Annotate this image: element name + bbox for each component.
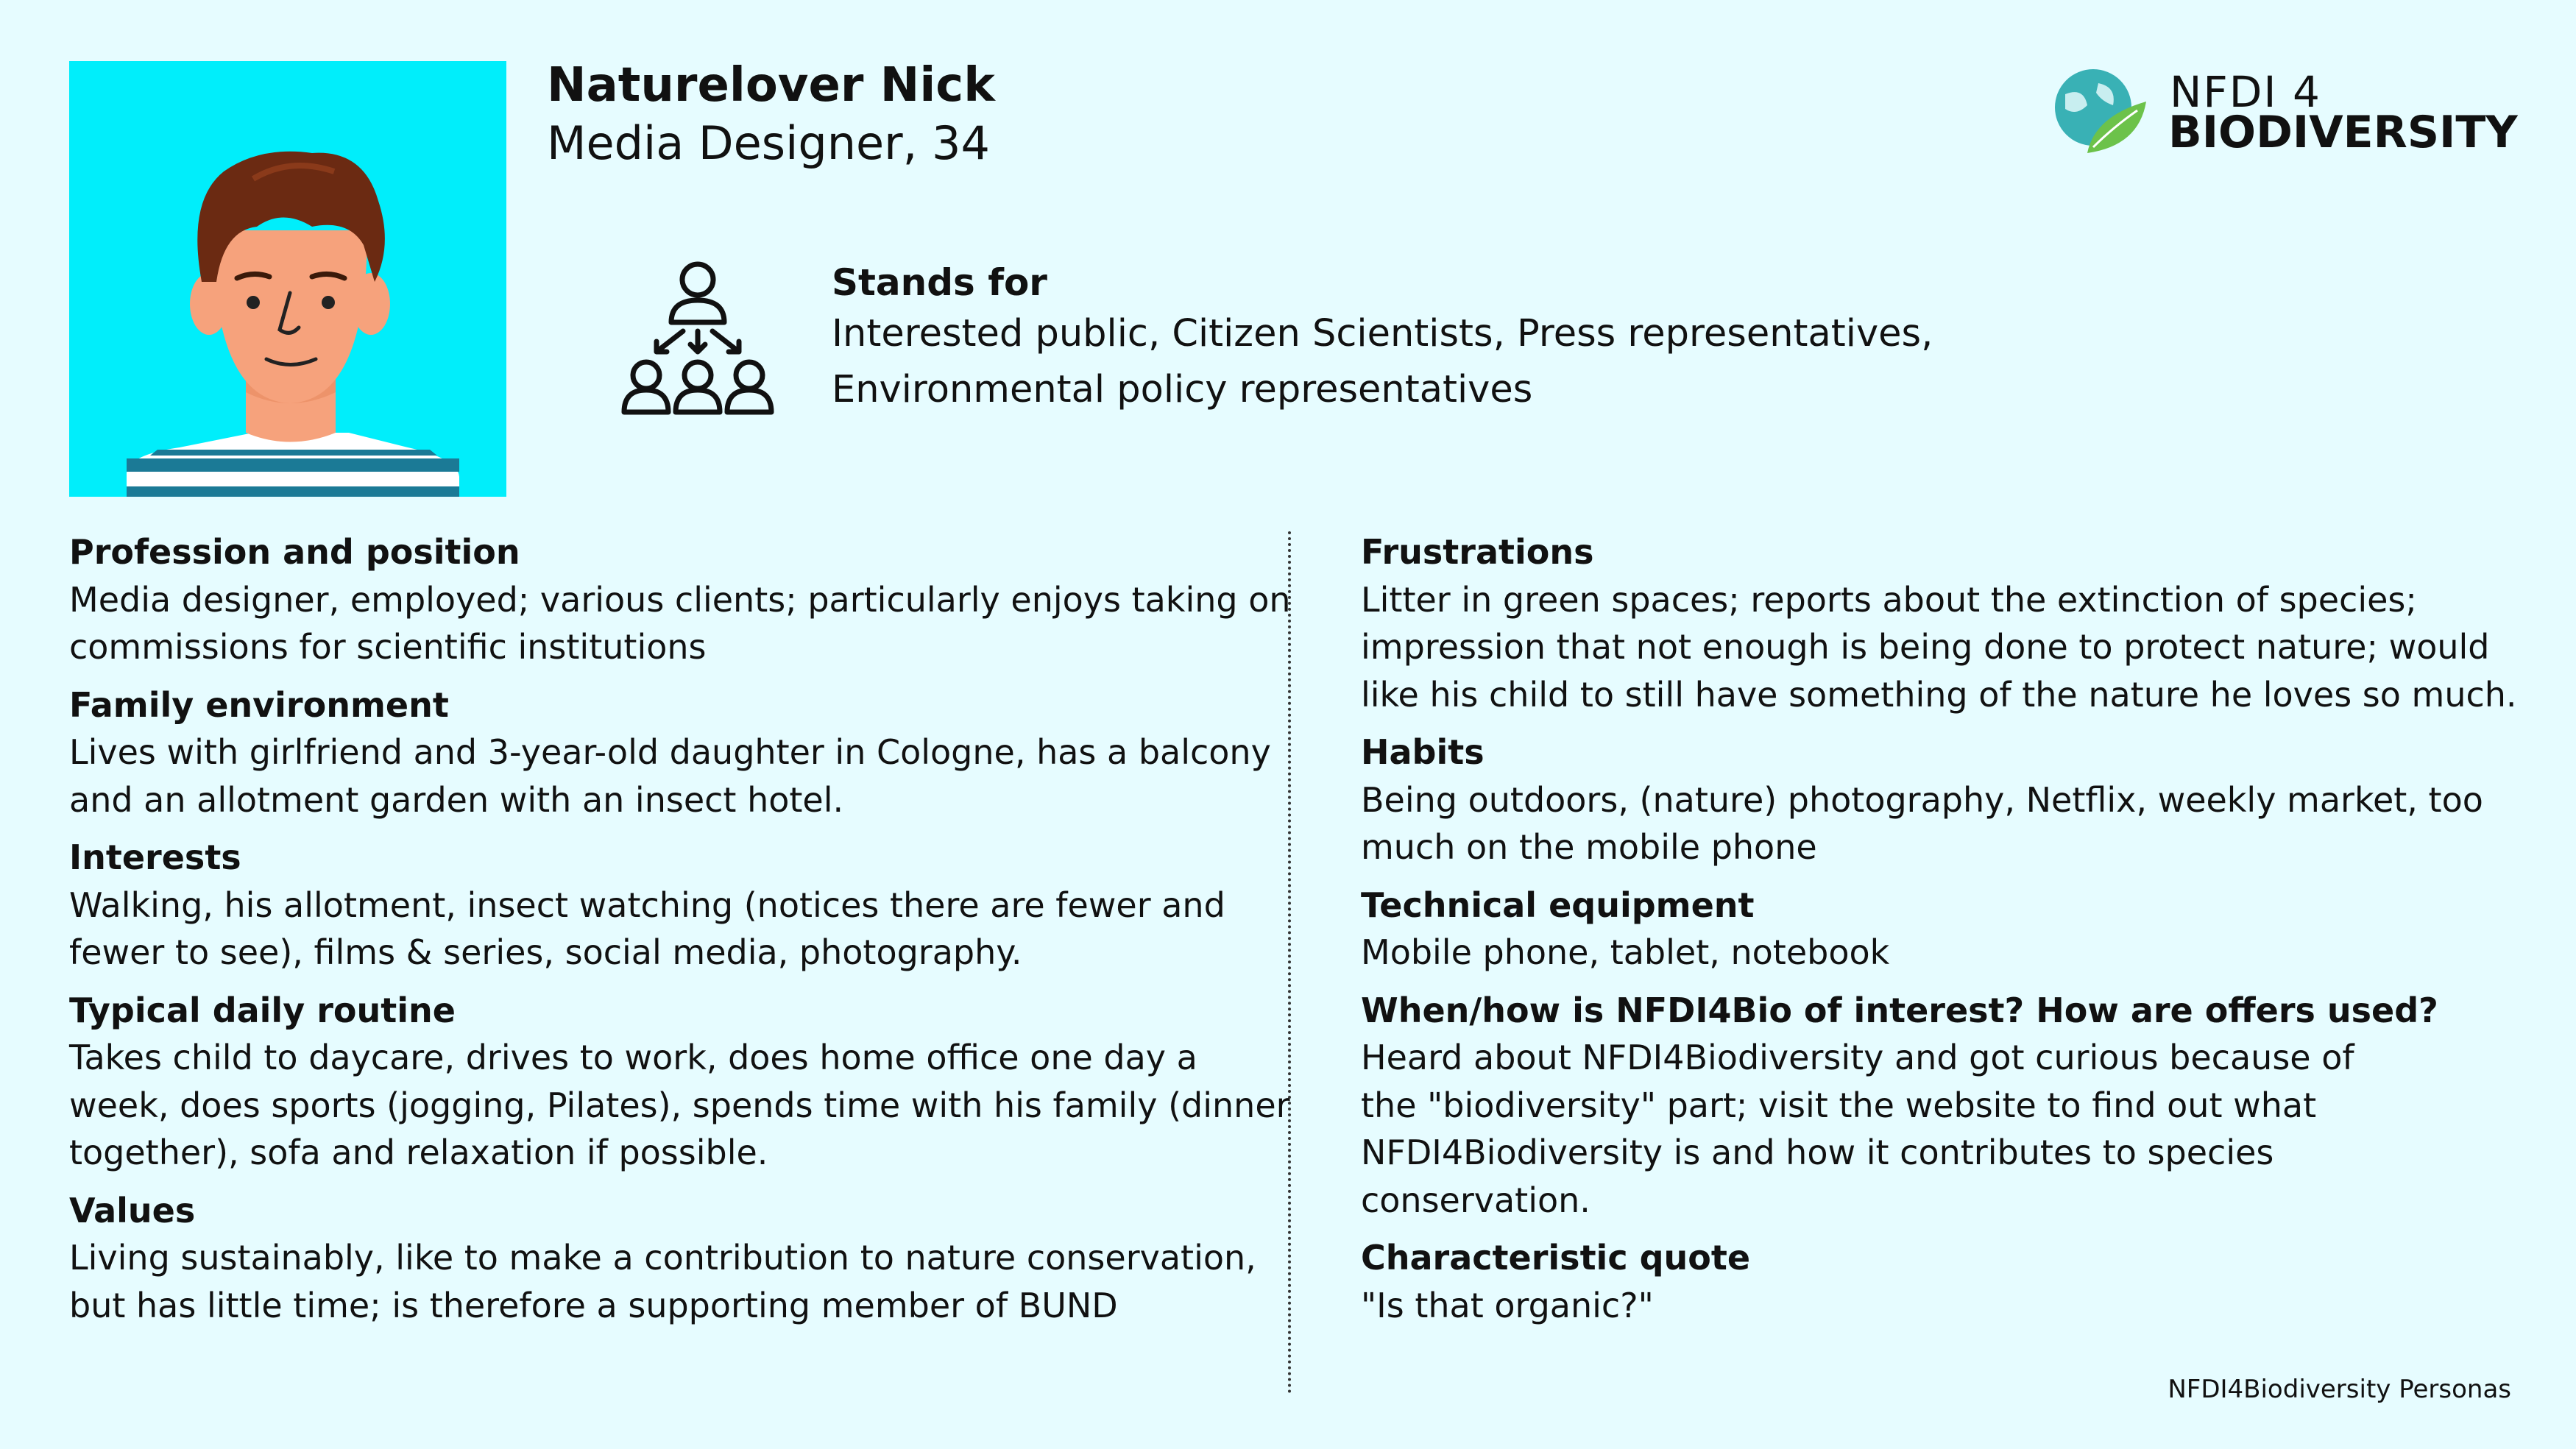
section-text: Media designer, employed; various clients; particularly enjoys taking on commissions for scientific institutions bbox=[69, 579, 1291, 667]
footer-label: NFDI4Biodiversity Personas bbox=[2168, 1375, 2511, 1404]
section-text: Litter in green spaces; reports about the extinction of species; impression that not enough is being done to protect nature; would like his child to still have something of the nature he loves so much. bbox=[1361, 579, 2517, 715]
section-family bbox=[69, 681, 1306, 824]
section-interests bbox=[69, 834, 1306, 977]
section-habits bbox=[1361, 729, 2538, 871]
section-frustrations bbox=[1361, 528, 2538, 718]
nfdi4biodiversity-logo bbox=[2043, 65, 2566, 160]
stands-for-text: Interested public, Citizen Scientists, Press representatives, Environmental policy representatives bbox=[832, 312, 1933, 411]
persona-avatar bbox=[69, 61, 506, 497]
section-title: Characteristic quote bbox=[1361, 1238, 1751, 1278]
stands-for-title: Stands for bbox=[832, 261, 1047, 304]
globe-leaf-icon bbox=[2043, 65, 2154, 160]
section-title: When/how is NFDI4Bio of interest? How are offers used? bbox=[1361, 990, 2438, 1030]
group-hierarchy-icon bbox=[618, 258, 780, 416]
avatar-illustration bbox=[69, 61, 506, 497]
section-title: Frustrations bbox=[1361, 532, 1594, 572]
section-text: Heard about NFDI4Biodiversity and got curious because of the "biodiversity" part; visit the website to find out what NFDI4Biodiversity is and how it contributes to species conservation. bbox=[1361, 1038, 2354, 1220]
section-text: Walking, his allotment, insect watching (notices there are fewer and fewer to see), films & series, social media, photography. bbox=[69, 885, 1225, 972]
section-text: Lives with girlfriend and 3-year-old daughter in Cologne, has a balcony and an allotment garden with an insect hotel. bbox=[69, 732, 1271, 820]
section-profession bbox=[69, 528, 1306, 671]
section-daily-routine bbox=[69, 987, 1306, 1177]
section-title: Family environment bbox=[69, 684, 449, 725]
section-text: Mobile phone, tablet, notebook bbox=[1361, 932, 1890, 972]
section-text: Being outdoors, (nature) photography, Netflix, weekly market, too much on the mobile phone bbox=[1361, 779, 2483, 867]
section-text: Takes child to daycare, drives to work, does home office one day a week, does sports (jogging, Pilates), spends time with his family (dinner together), sofa and relaxation if possible. bbox=[69, 1038, 1290, 1172]
section-title: Typical daily routine bbox=[69, 990, 456, 1030]
section-title: Profession and position bbox=[69, 532, 520, 572]
section-values bbox=[69, 1187, 1306, 1330]
left-column bbox=[69, 528, 1306, 1339]
section-text: "Is that organic?" bbox=[1361, 1285, 1654, 1325]
section-technical-equipment bbox=[1361, 882, 2538, 977]
column-divider bbox=[1288, 531, 1291, 1394]
section-text: Living sustainably, like to make a contribution to nature conservation, but has little time; is therefore a supporting member of BUND bbox=[69, 1238, 1256, 1325]
section-title: Technical equipment bbox=[1361, 885, 1755, 925]
section-nfdi4bio-interest bbox=[1361, 987, 2538, 1225]
section-quote bbox=[1361, 1234, 2538, 1329]
logo-line1: NFDI 4 bbox=[2170, 67, 2321, 117]
section-title: Interests bbox=[69, 837, 241, 877]
persona-name: Naturelover Nick bbox=[547, 58, 995, 113]
section-title: Values bbox=[69, 1190, 196, 1230]
section-title: Habits bbox=[1361, 732, 1485, 772]
persona-role: Media Designer, 34 bbox=[547, 116, 990, 170]
logo-line2: BIODIVERSITY bbox=[2168, 107, 2518, 158]
right-column bbox=[1361, 528, 2538, 1339]
